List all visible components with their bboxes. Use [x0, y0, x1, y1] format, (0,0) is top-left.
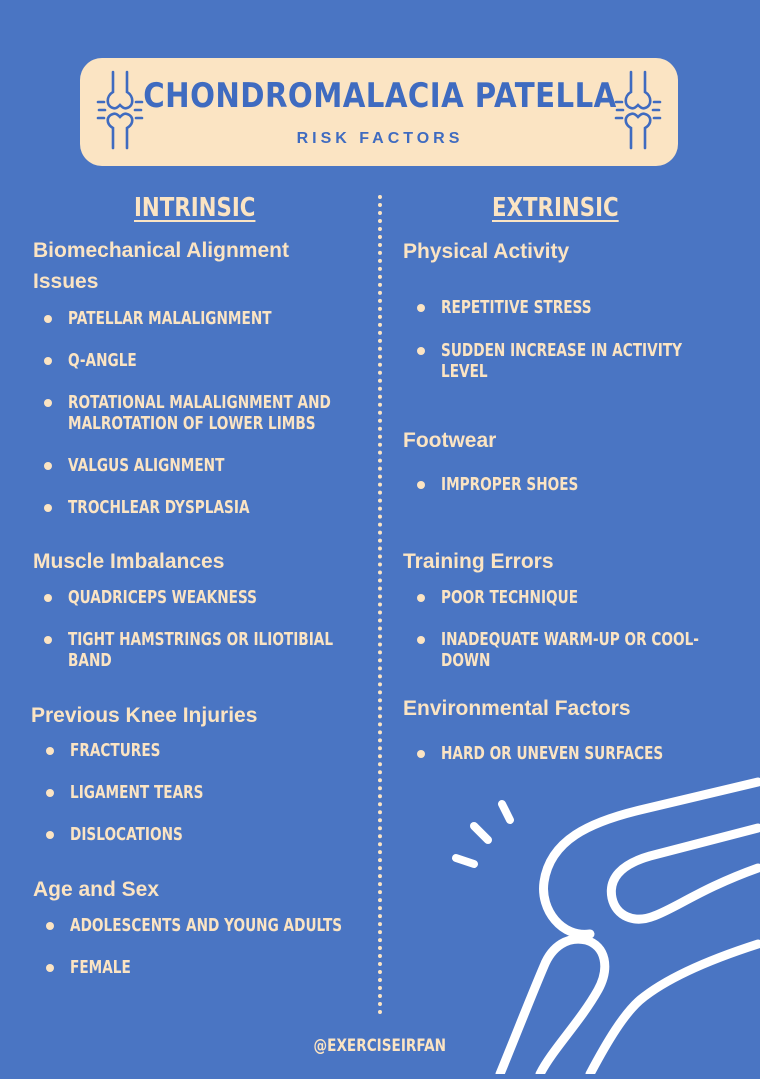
section-title: Muscle Imbalances: [33, 550, 225, 573]
bullet-icon: [46, 964, 54, 972]
list-item: IMPROPER SHOES: [417, 475, 760, 496]
list-item: TIGHT HAMSTRINGS OR ILIOTIBIAL BAND: [44, 630, 448, 672]
list-item: Q-ANGLE: [44, 351, 448, 372]
bullet-icon: [44, 357, 52, 365]
footer-handle: @EXERCISEIRFAN: [313, 1036, 447, 1056]
section-title: Training Errors: [403, 550, 554, 573]
knee-joint-outline-icon: [440, 770, 760, 1079]
intrinsic-heading: INTRINSIC: [134, 193, 256, 223]
bullet-icon: [44, 462, 52, 470]
section-title: Footwear: [403, 429, 497, 452]
bullet-icon: [44, 504, 52, 512]
list-item: LIGAMENT TEARS: [46, 783, 450, 804]
list-item: REPETITIVE STRESS: [417, 298, 760, 319]
bullet-icon: [46, 831, 54, 839]
list-item: POOR TECHNIQUE: [417, 588, 760, 609]
section-title: Environmental Factors: [403, 697, 631, 720]
bullet-icon: [44, 315, 52, 323]
list-item: ROTATIONAL MALALIGNMENT AND MALROTATION OF LOWER LIMBS: [44, 393, 448, 435]
list-item: VALGUS ALIGNMENT: [44, 456, 448, 477]
bullet-icon: [46, 789, 54, 797]
list-item: ADOLESCENTS AND YOUNG ADULTS: [46, 916, 450, 937]
bullet-icon: [44, 399, 52, 407]
bullet-icon: [417, 481, 425, 489]
list-item: QUADRICEPS WEAKNESS: [44, 588, 448, 609]
page-subtitle: RISK FACTORS: [296, 130, 464, 147]
bullet-icon: [417, 304, 425, 312]
bullet-icon: [46, 922, 54, 930]
bullet-icon: [46, 747, 54, 755]
bullet-icon: [44, 636, 52, 644]
list-item: FEMALE: [46, 958, 450, 979]
section-title: Age and Sex: [33, 878, 160, 901]
bullet-icon: [417, 594, 425, 602]
bullet-icon: [417, 750, 425, 758]
bullet-icon: [417, 636, 425, 644]
list-item: PATELLAR MALALIGNMENT: [44, 309, 448, 330]
list-item: HARD OR UNEVEN SURFACES: [417, 744, 760, 765]
section-title: Biomechanical Alignment Issues: [33, 239, 289, 293]
bullet-icon: [417, 347, 425, 355]
page-title: CHONDROMALACIA PATELLA: [143, 76, 617, 116]
list-item: FRACTURES: [46, 741, 450, 762]
list-item: INADEQUATE WARM-UP OR COOL-DOWN: [417, 630, 760, 672]
section-title: Previous Knee Injuries: [31, 704, 258, 727]
list-item: DISLOCATIONS: [46, 825, 450, 846]
extrinsic-heading: EXTRINSIC: [492, 193, 619, 223]
section-title: Physical Activity: [403, 240, 570, 263]
bullet-icon: [44, 594, 52, 602]
list-item: SUDDEN INCREASE IN ACTIVITY LEVEL: [417, 341, 760, 383]
list-item: TROCHLEAR DYSPLASIA: [44, 498, 448, 519]
